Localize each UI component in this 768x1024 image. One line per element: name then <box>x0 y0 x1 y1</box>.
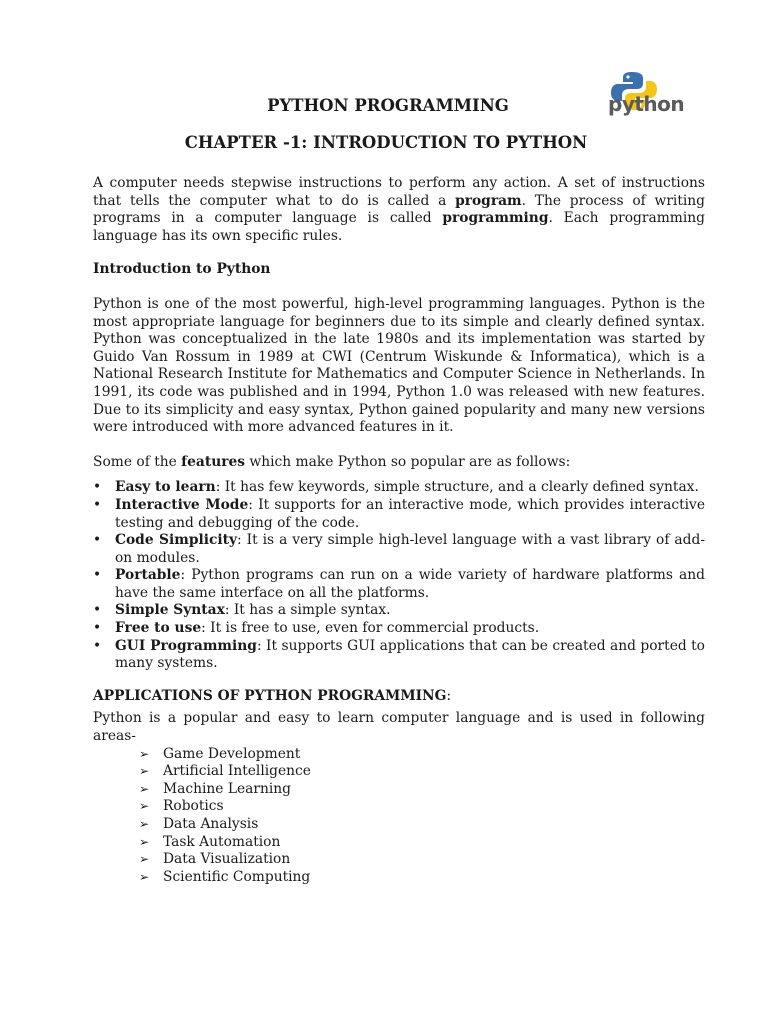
list-item <box>93 602 705 620</box>
list-item <box>139 798 705 816</box>
area-label: Scientific Computing <box>163 868 311 885</box>
features-intro <box>93 454 705 472</box>
feature-term: Easy to learn <box>115 479 216 496</box>
section-heading-intro: Introduction to Python <box>93 261 271 278</box>
list-item <box>139 851 705 869</box>
bullet-icon: • <box>93 602 102 619</box>
feature-desc: : It supports GUI applications that can be created and ported to many systems. <box>115 637 705 672</box>
intro-text-1: A computer needs stepwise instructions to perform any action. A set of instructions that tells the computer what to do is called a <box>93 175 705 209</box>
bullet-icon: • <box>93 567 102 584</box>
area-label: Data Analysis <box>163 816 259 832</box>
list-item <box>139 746 705 764</box>
features-intro-text-2: which make Python so popular are as follows: <box>245 453 571 470</box>
list-item <box>139 781 705 799</box>
arrow-bullet-icon: ➢ <box>139 834 150 849</box>
area-label: Machine Learning <box>163 780 291 797</box>
list-item <box>139 869 705 887</box>
arrow-bullet-icon: ➢ <box>139 869 150 884</box>
area-label: Game Development <box>163 745 301 762</box>
intro-text-3: . Each programming language has its own specific rules. <box>93 210 705 244</box>
feature-desc: : It has few keywords, simple structure, and a clearly defined syntax. <box>215 479 699 496</box>
intro-term-programming: programming <box>442 210 549 227</box>
bullet-icon: • <box>93 496 102 513</box>
area-label: Data Visualization <box>163 851 291 868</box>
intro-python-paragraph: Python is one of the most powerful, high-level programming languages. Python is the most appropriate language for beginners due to its simple and clearly defined syntax. Python was conceptualized in the late 1980s and its implementation was started by Guido Van Rossum in 1989 at CWI (Centrum Wiskunde & Informatica), which is a National Research Institute for Mathematics and Computer Science in Netherlands. In 1991, its code was published and in 1994, Python 1.0 was released with new features. Due to its simplicity and easy syntax, Python gained popularity and many new versions were introduced with more advanced features in it. <box>93 295 705 436</box>
feature-term: Interactive Mode <box>115 496 249 513</box>
arrow-bullet-icon: ➢ <box>139 852 150 867</box>
areas-list <box>93 746 705 887</box>
area-label: Robotics <box>163 798 224 815</box>
logo-wordmark: python <box>608 92 685 116</box>
document-body <box>93 175 705 886</box>
intro-term-program: program <box>455 192 522 209</box>
area-label: Artificial Intelligence <box>163 763 311 780</box>
list-item <box>139 816 705 834</box>
features-list <box>93 479 705 673</box>
features-intro-term: features <box>181 453 246 470</box>
feature-desc: : It is free to use, even for commercial products. <box>201 620 540 637</box>
feature-desc: : It supports for an interactive mode, which provides interactive testing and debugging of the code. <box>115 496 706 531</box>
feature-term: Code Simplicity <box>115 532 237 549</box>
applications-heading <box>93 688 705 706</box>
features-intro-text-1: Some of the <box>93 453 182 470</box>
feature-term: Portable <box>115 567 181 584</box>
list-item <box>93 567 705 602</box>
feature-desc: : Python programs can run on a wide variety of hardware platforms and have the same interface on all the platforms. <box>115 567 705 601</box>
bullet-icon: • <box>93 532 102 549</box>
applications-heading-colon: : <box>446 687 452 704</box>
feature-desc: : It has a simple syntax. <box>224 602 391 619</box>
applications-heading-text: APPLICATIONS OF PYTHON PROGRAMMING <box>93 687 447 704</box>
bullet-icon: • <box>93 637 102 654</box>
intro-text-2: . The process of writing programs in a computer language is called <box>93 192 705 227</box>
list-item <box>93 497 705 532</box>
arrow-bullet-icon: ➢ <box>139 817 150 831</box>
feature-term: Free to use <box>115 620 202 637</box>
list-item <box>93 638 705 673</box>
area-label: Task Automation <box>163 833 281 850</box>
bullet-icon: • <box>93 620 102 637</box>
arrow-bullet-icon: ➢ <box>139 799 150 814</box>
list-item <box>139 763 705 781</box>
list-item <box>93 479 705 497</box>
arrow-bullet-icon: ➢ <box>139 781 150 796</box>
chapter-title: CHAPTER -1: INTRODUCTION TO PYTHON <box>184 133 588 152</box>
feature-desc: : It is a very simple high-level language with a vast library of add-on modules. <box>115 532 705 566</box>
list-item <box>93 620 705 638</box>
feature-term: GUI Programming <box>115 637 257 654</box>
list-item <box>139 834 705 852</box>
list-item <box>93 532 705 567</box>
intro-paragraph <box>93 175 705 245</box>
arrow-bullet-icon: ➢ <box>139 764 150 779</box>
document-title: PYTHON PROGRAMMING <box>267 96 509 115</box>
feature-term: Simple Syntax <box>115 602 225 619</box>
applications-paragraph: Python is a popular and easy to learn computer language and is used in following areas- <box>93 710 705 745</box>
arrow-bullet-icon: ➢ <box>139 746 150 761</box>
bullet-icon: • <box>93 479 102 496</box>
